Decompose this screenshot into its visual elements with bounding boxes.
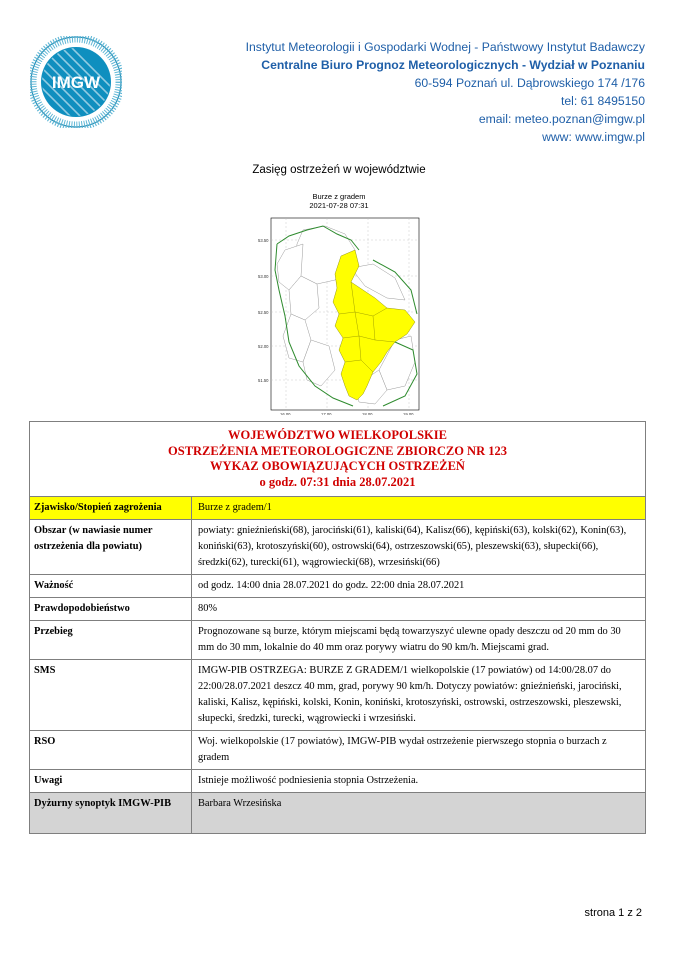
table-row-validity xyxy=(30,575,645,598)
phone: tel: 61 8495150 xyxy=(560,94,645,108)
x-tick: 16.00 xyxy=(280,412,291,415)
row-value: Woj. wielkopolskie (17 powiatów), IMGW-PIB wydał ostrzeżenie pierwszego stopnia o burzach z gradem xyxy=(198,736,607,763)
row-label: Ważność xyxy=(30,575,192,597)
row-label: SMS xyxy=(30,660,192,730)
row-label: Prawdopodobieństwo xyxy=(30,598,192,620)
row-value: Istnieje możliwość podniesienia stopnia Ostrzeżenia. xyxy=(198,775,419,786)
address: 60-594 Poznań ul. Dąbrowskiego 174 /176 xyxy=(414,76,645,90)
row-value: powiaty: gnieźnieński(68), jarociński(61), kaliski(64), Kalisz(66), kępiński(63), kolski(62), Konin(63), koniński(63), krotoszyński(60), ostrowski(64), ostrzeszowski(65), pleszewski(63), słupecki(66), średzki(62), turecki(61), wągrowiecki(68), wrzesiński(66) xyxy=(198,525,627,568)
logo-text: IMGW xyxy=(51,73,101,92)
row-value: od godz. 14:00 dnia 28.07.2021 do godz. 22:00 dnia 28.07.2021 xyxy=(198,580,465,591)
y-tick: 53.00 xyxy=(258,274,269,279)
row-value: 80% xyxy=(198,603,218,614)
table-row-rso xyxy=(30,731,645,770)
institute-name: Instytut Meteorologii i Gospodarki Wodnej - Państwowy Instytut Badawczy xyxy=(245,40,645,54)
row-label: Uwagi xyxy=(30,770,192,792)
warning-table xyxy=(29,421,646,834)
title-list: WYKAZ OBOWIĄZUJĄCYCH OSTRZEŻEŃ xyxy=(210,459,465,473)
table-title xyxy=(30,422,645,497)
table-row-area xyxy=(30,520,645,575)
row-value: IMGW-PIB OSTRZEGA: BURZE Z GRADEM/1 wielkopolskie (17 powiatów) od 14:00/28.07 do 22:00/28.07.2021 deszcz 40 mm, grad, porywy 90 km/h. Dotyczy powiatów: gnieźnieński, jarociński, kaliski, Kalisz, kępiński, kolski, Konin, koniński, krotoszyński, ostrowski, ostrzeszowski, pleszewski, słupecki, średzki, turecki, wągrowiecki i wrzesiński. xyxy=(198,665,622,724)
title-datetime: o godz. 07:31 dnia 28.07.2021 xyxy=(259,474,416,489)
y-tick: 52.00 xyxy=(258,344,269,349)
row-label: Przebieg xyxy=(30,621,192,659)
title-voivodeship: WOJEWÓDZTWO WIELKOPOLSKIE xyxy=(228,428,447,442)
department-name: Centralne Biuro Prognoz Meteorologicznych - Wydział w Poznaniu xyxy=(261,58,645,72)
page-number: strona 1 z 2 xyxy=(584,907,642,919)
row-label: Zjawisko/Stopień zagrożenia xyxy=(30,497,192,519)
institute-header xyxy=(246,38,645,146)
y-tick: 52.50 xyxy=(258,310,269,315)
title-warnings: OSTRZEŻENIA METEOROLOGICZNE ZBIORCZO NR 123 xyxy=(168,443,507,458)
x-tick: 19.00 xyxy=(403,412,414,415)
row-label: Dyżurny synoptyk IMGW-PIB xyxy=(30,793,192,833)
imgw-logo xyxy=(30,36,122,128)
table-row-probability xyxy=(30,598,645,621)
table-row-notes xyxy=(30,770,645,793)
map-title: Burze z gradem xyxy=(312,192,366,201)
section-title: Zasięg ostrzeżeń w województwie xyxy=(252,164,426,176)
row-value: Burze z gradem/1 xyxy=(192,497,645,519)
table-row-forecaster xyxy=(30,793,645,833)
x-tick: 17.00 xyxy=(321,412,332,415)
x-tick: 18.00 xyxy=(362,412,373,415)
row-value: Barbara Wrzesińska xyxy=(192,793,645,833)
website-link[interactable]: www: www.imgw.pl xyxy=(542,130,645,144)
table-row-sms xyxy=(30,660,645,731)
table-row-phenomenon xyxy=(30,497,645,520)
email-link[interactable]: email: meteo.poznan@imgw.pl xyxy=(478,112,645,126)
row-value: Prognozowane są burze, którym miejscami będą towarzyszyć ulewne opady deszczu od 20 mm do 30 mm do 30 mm, lokalnie do 40 mm oraz porywy wiatru do 90 km/h. Miejscami grad. xyxy=(198,626,621,653)
row-label: Obszar (w nawiasie numer ostrzeżenia dla powiatu) xyxy=(30,520,192,574)
table-row-course xyxy=(30,621,645,660)
y-tick: 51.50 xyxy=(258,378,269,383)
row-label: RSO xyxy=(30,731,192,769)
warning-map xyxy=(255,190,423,415)
map-datetime: 2021-07-28 07:31 xyxy=(309,201,369,210)
y-tick: 53.50 xyxy=(258,238,269,243)
